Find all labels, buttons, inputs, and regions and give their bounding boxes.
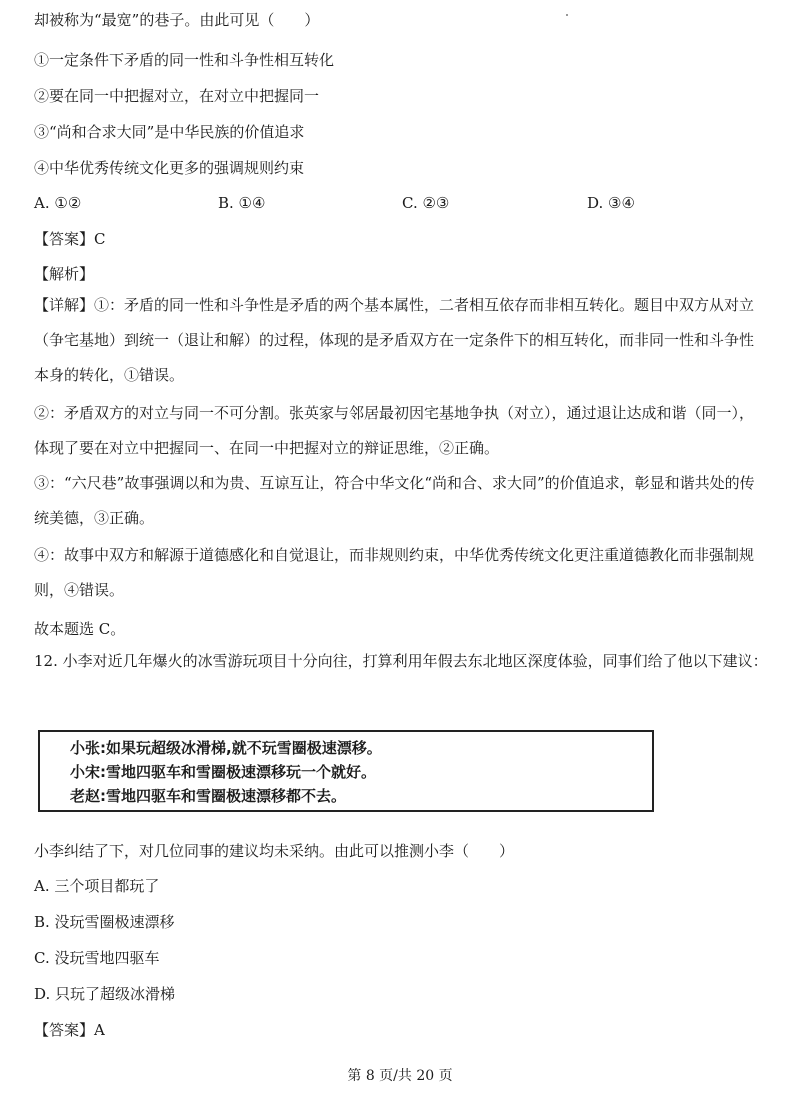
suggestion-box — [38, 730, 654, 812]
q12-option-b: B. 没玩雪圈极速漂移 — [34, 913, 175, 931]
q11-option-d: D. ③④ — [587, 194, 635, 212]
q11-option-c: C. ②③ — [402, 194, 450, 212]
q11-analysis-3: ③：“六尺巷”故事强调以和为贵、互谅互让，符合中华文化“尚和合、求大同”的价值追求，彰显和谐共处的传统美德，③正确。 — [34, 474, 755, 527]
q11-analysis-label: 【解析】 — [34, 265, 95, 283]
q12-question: 小李纠结了下，对几位同事的建议均未采纳。由此可以推测小李（ ） — [34, 842, 515, 860]
suggestion-xiaosong: 小宋:雪地四驱车和雪圈极速漂移玩一个就好。 — [70, 763, 377, 781]
q11-analysis-4: ④：故事中双方和解源于道德感化和自觉退让，而非规则约束，中华优秀传统文化更注重道德教化而非强制规则，④错误。 — [34, 546, 755, 599]
q11-analysis-2: ②：矛盾双方的对立与同一不可分割。张英家与邻居最初因宅基地争执（对立），通过退让达成和谐（同一），体现了要在对立中把握同一、在同一中把握对立的辩证思维，②正确。 — [34, 404, 755, 457]
q11-stem-tail: 却被称为“最宽”的巷子。由此可见（ ） — [34, 11, 320, 29]
q11-statement-4: ④中华优秀传统文化更多的强调规则约束 — [34, 159, 305, 177]
q12-option-c: C. 没玩雪地四驱车 — [34, 949, 160, 967]
q11-statement-2: ②要在同一中把握对立，在对立中把握同一 — [34, 87, 320, 105]
q11-conclusion: 故本题选 C。 — [34, 620, 126, 638]
q11-option-b: B. ①④ — [218, 194, 266, 212]
q12-answer: 【答案】A — [34, 1021, 105, 1039]
q11-analysis-1: 【详解】①：矛盾的同一性和斗争性是矛盾的两个基本属性，二者相互依存而非相互转化。题目中双方从对立（争宅基地）到统一（退让和解）的过程，体现的是矛盾双方在一定条件下的相互转化，而非同一性和斗争性本身的转化，①错误。 — [34, 296, 755, 384]
suggestion-laozhao: 老赵:雪地四驱车和雪圈极速漂移都不去。 — [70, 787, 347, 805]
q11-option-a: A. ①② — [34, 194, 82, 212]
q11-statement-1: ①一定条件下矛盾的同一性和斗争性相互转化 — [34, 51, 335, 69]
q12-option-a: A. 三个项目都玩了 — [34, 877, 160, 895]
q12-stem: 12. 小李对近几年爆火的冰雪游玩项目十分向往，打算利用年假去东北地区深度体验，同事们给了他以下建议： — [34, 652, 768, 670]
suggestion-xiaozhang: 小张:如果玩超级冰滑梯,就不玩雪圈极速漂移。 — [70, 739, 382, 757]
scan-speck — [566, 14, 568, 16]
q11-answer: 【答案】C — [34, 230, 106, 248]
q11-statement-3: ③“尚和合求大同”是中华民族的价值追求 — [34, 123, 305, 141]
q12-option-d: D. 只玩了超级冰滑梯 — [34, 985, 176, 1003]
page-footer: 第 8 页/共 20 页 — [347, 1068, 453, 1084]
